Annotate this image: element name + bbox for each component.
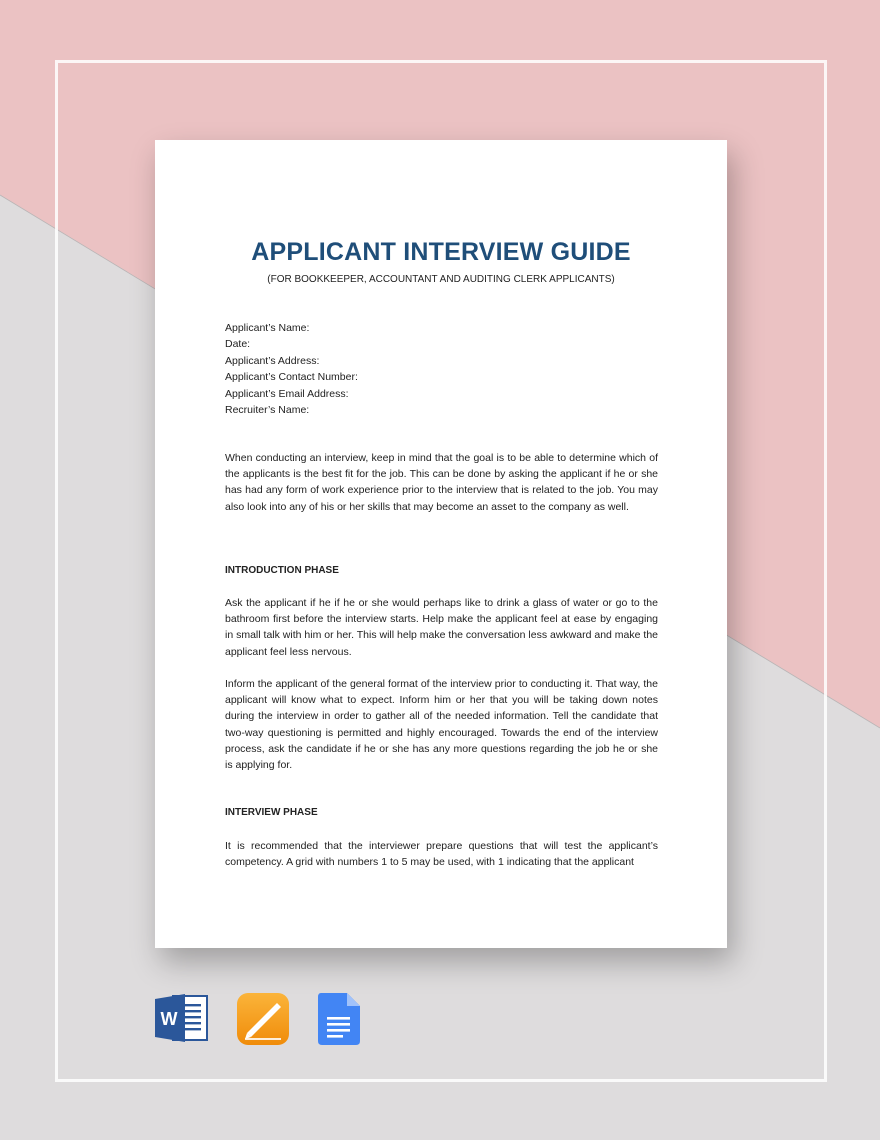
field-email-address: Applicant’s Email Address:	[225, 387, 349, 400]
introduction-paragraph-2: Inform the applicant of the general format of the interview prior to conducting it. That way, the applicant will know what to expect. Inform him or her that you will be taking down notes during the interview in order to gather all of the needed information. Tell the candidate that two-way questioning is permitted and highly encouraged. Towards the end of the interview process, ask the candidate if he or she has any more questions regarding the job he or she is applying for.	[225, 678, 658, 772]
intro-paragraph: When conducting an interview, keep in mind that the goal is to be able to determine which of the applicants is the best fit for the job. This can be done by asking the applicant if he or she has had any form of work experience prior to the interview that is related to the job. You may also look into any of his or her skills that may become an asset to the company as well.	[225, 452, 658, 513]
introduction-paragraph-1: Ask the applicant if he if he or she would perhaps like to drink a glass of water or go to the bathroom first before the interview starts. Help make the applicant feel at ease by engaging in small talk with him or her. This will help make the conversation less awkward and make the applicant feel less nervous.	[225, 597, 658, 658]
introduction-phase-heading: INTRODUCTION PHASE	[225, 565, 339, 576]
document-subtitle: (FOR BOOKKEEPER, ACCOUNTANT AND AUDITING CLERK APPLICANTS)	[267, 274, 615, 285]
google-docs-icon[interactable]	[318, 993, 360, 1045]
field-applicant-address: Applicant’s Address:	[225, 354, 320, 367]
document-title: APPLICANT INTERVIEW GUIDE	[251, 238, 631, 266]
field-applicant-name: Applicant’s Name:	[225, 322, 310, 334]
applicant-fields	[225, 320, 358, 418]
field-recruiter-name: Recruiter’s Name:	[225, 404, 310, 417]
field-contact-number: Applicant’s Contact Number:	[225, 371, 358, 384]
word-icon-letter: W	[160, 1009, 178, 1029]
interview-paragraph-1: It is recommended that the interviewer prepare questions that will test the applicant’s competency. A grid with numbers 1 to 5 may be used, with 1 indicating that the applicant	[225, 840, 658, 869]
document-page	[155, 140, 727, 948]
pages-icon[interactable]	[237, 993, 289, 1045]
field-date: Date:	[225, 338, 251, 351]
interview-phase-heading: INTERVIEW PHASE	[225, 807, 318, 818]
word-icon[interactable]	[155, 993, 209, 1043]
